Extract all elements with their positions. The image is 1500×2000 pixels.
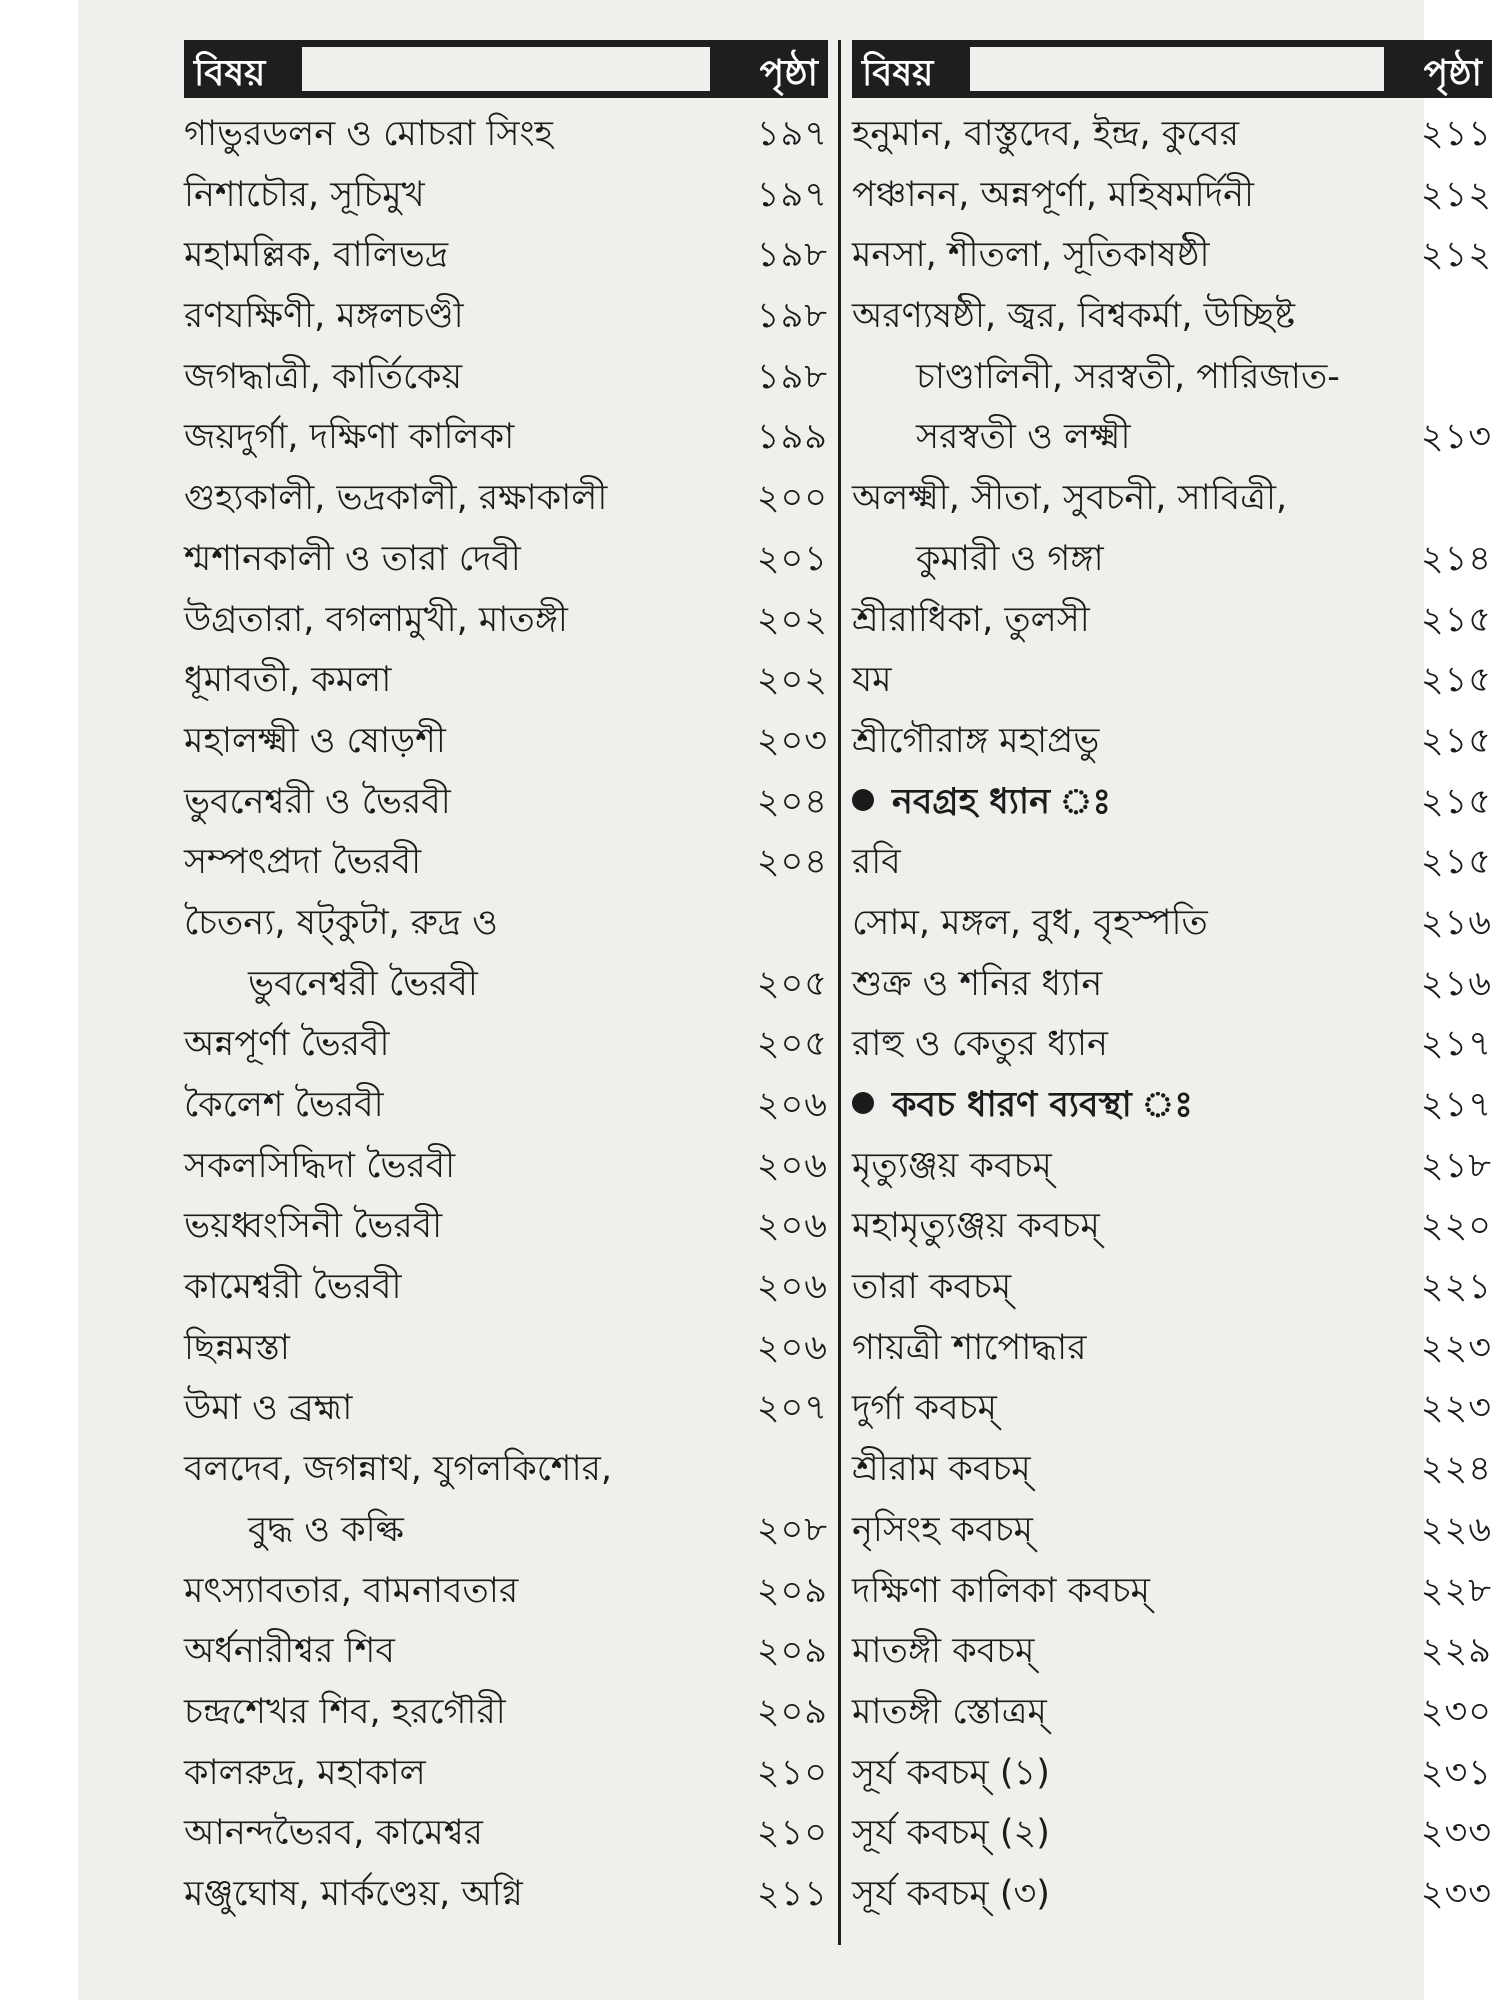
entry-title: শ্মশানকালী ও তারা দেবী — [184, 538, 521, 579]
toc-entry — [184, 1136, 828, 1197]
entry-title: ভুবনেশ্বরী ভৈরবী — [248, 963, 478, 1004]
entry-page-number: ২০৫ — [756, 963, 828, 1004]
entry-page-number: ২০৪ — [756, 842, 828, 883]
entry-page-number: ২১৭ — [1420, 1085, 1492, 1125]
entry-title: উগ্রতারা, বগলামুখী, মাতঙ্গী — [184, 599, 568, 640]
header-blank-box — [302, 47, 710, 91]
entry-page-number: ২২১ — [1420, 1267, 1492, 1308]
entry-title: গুহ্যকালী, ভদ্রকালী, রক্ষাকালী — [184, 478, 608, 519]
entry-page-number: ২১০ — [756, 1813, 828, 1854]
toc-entry — [852, 1136, 1492, 1197]
entry-page-number: ১৯৯ — [756, 417, 828, 458]
entry-title: মহালক্ষ্মী ও ষোড়শী — [184, 720, 446, 761]
toc-entry — [184, 1743, 828, 1804]
entry-page-number: ২১৪ — [1420, 538, 1492, 579]
toc-entry — [852, 832, 1492, 893]
entry-page-number: ২০০ — [756, 478, 828, 519]
entry-title: সকলসিদ্ধিদা ভৈরবী — [184, 1145, 456, 1186]
entry-title: সূর্য কবচম্ (৩) — [852, 1873, 1050, 1914]
entry-page-number: ২১৫ — [1420, 781, 1492, 822]
toc-section-heading — [852, 772, 1492, 833]
entry-page-number: ২১২ — [1420, 235, 1492, 276]
toc-entry — [184, 1196, 828, 1257]
toc-column-left — [184, 40, 828, 1925]
toc-entry — [852, 1014, 1492, 1075]
entry-title: সূর্য কবচম্ (১) — [852, 1752, 1050, 1793]
toc-entry — [184, 832, 828, 893]
entry-title: চৈতন্য, ষট্‌কুটা, রুদ্র ও — [184, 902, 498, 943]
entry-page-number: ২২৩ — [1420, 1388, 1492, 1429]
entry-title: শ্রীরাধিকা, তুলসী — [852, 599, 1090, 640]
toc-entry — [852, 225, 1492, 286]
entry-page-number: ২১৮ — [1420, 1145, 1492, 1186]
toc-entry — [852, 590, 1492, 651]
entry-title: দুর্গা কবচম্ — [852, 1388, 997, 1429]
entry-page-number: ২০৯ — [756, 1631, 828, 1672]
subject-header-label: বিষয় — [194, 53, 266, 94]
toc-entry — [852, 1621, 1492, 1682]
entry-title: হনুমান, বাস্তুদেব, ইন্দ্র, কুবের — [852, 114, 1240, 154]
entry-page-number: ২২৪ — [1420, 1449, 1492, 1490]
toc-entry-continuation — [184, 1500, 828, 1561]
entry-page-number: ২০৬ — [756, 1267, 828, 1308]
header-blank-box — [970, 47, 1384, 91]
entry-page-number: ২০৭ — [756, 1388, 828, 1429]
page-header-label: পৃষ্ঠা — [759, 53, 818, 94]
toc-entry — [852, 1500, 1492, 1561]
toc-entry — [184, 104, 828, 165]
entry-page-number: ২০৩ — [756, 720, 828, 761]
entry-page-number: ২১৫ — [1420, 660, 1492, 701]
entry-title: শ্রীগৌরাঙ্গ মহাপ্রভু — [852, 720, 1100, 761]
entry-page-number: ২১৩ — [1420, 417, 1492, 458]
toc-entry-continuation — [184, 954, 828, 1015]
toc-entry — [184, 1561, 828, 1622]
entry-page-number: ২১২ — [1420, 174, 1492, 215]
entry-title: শ্রীরাম কবচম্ — [852, 1449, 1031, 1490]
toc-entry — [852, 1682, 1492, 1743]
entry-page-number: ২২৮ — [1420, 1570, 1492, 1611]
entry-title: মাতঙ্গী কবচম্ — [852, 1631, 1035, 1672]
entry-page-number: ২১৫ — [1420, 842, 1492, 883]
entry-title: মঞ্জুঘোষ, মার্কণ্ডেয়, অগ্নি — [184, 1873, 523, 1914]
entry-title: রবি — [852, 842, 901, 883]
entry-title: নৃসিংহ কবচম্ — [852, 1509, 1033, 1550]
toc-entry — [852, 165, 1492, 226]
entry-page-number: ২০৬ — [756, 1327, 828, 1368]
entry-title: ছিন্নমস্তা — [184, 1327, 290, 1368]
entry-page-number: ২০৬ — [756, 1085, 828, 1125]
toc-entry — [852, 1561, 1492, 1622]
entry-page-number: ২০৫ — [756, 1024, 828, 1065]
toc-entry — [184, 711, 828, 772]
toc-entry — [184, 347, 828, 408]
entry-title: অর্ধনারীশ্বর শিব — [184, 1631, 395, 1672]
entry-title: অলক্ষ্মী, সীতা, সুবচনী, সাবিত্রী, — [852, 478, 1288, 519]
entry-page-number: ২১৬ — [1420, 963, 1492, 1004]
entry-title: মৎস্যাবতার, বামনাবতার — [184, 1570, 519, 1611]
entry-page-number: ১৯৮ — [756, 296, 828, 337]
page-header-label: পৃষ্ঠা — [1423, 53, 1482, 94]
toc-entry — [852, 286, 1492, 347]
entry-page-number: ২০৬ — [756, 1145, 828, 1186]
entry-page-number: ২০৮ — [756, 1509, 828, 1550]
toc-entry — [184, 590, 828, 651]
toc-entry — [184, 772, 828, 833]
toc-entry — [184, 286, 828, 347]
toc-entry-continuation — [852, 347, 1492, 408]
section-title: কবচ ধারণ ব্যবস্থা ঃ — [892, 1085, 1193, 1125]
entry-page-number: ২১০ — [756, 1752, 828, 1793]
entry-page-number: ২৩১ — [1420, 1752, 1492, 1793]
toc-entry — [184, 165, 828, 226]
entry-title: রাহু ও কেতুর ধ্যান — [852, 1024, 1108, 1065]
entry-title: মাতঙ্গী স্তোত্রম্ — [852, 1691, 1047, 1732]
entry-title: গায়ত্রী শাপোদ্ধার — [852, 1327, 1087, 1368]
entry-title: নিশাচৌর, সূচিমুখ — [184, 174, 425, 215]
entry-title: চাণ্ডালিনী, সরস্বতী, পারিজাত- — [916, 356, 1340, 397]
toc-entry — [184, 1803, 828, 1864]
entry-page-number: ২২৬ — [1420, 1509, 1492, 1550]
toc-list-right — [852, 104, 1492, 1925]
entry-title: কামেশ্বরী ভৈরবী — [184, 1267, 402, 1308]
entry-title: বলদেব, জগন্নাথ, যুগলকিশোর, — [184, 1449, 613, 1490]
entry-title: অন্নপূর্ণা ভৈরবী — [184, 1024, 390, 1065]
entry-page-number: ২৩৩ — [1420, 1873, 1492, 1914]
entry-page-number: ২১১ — [756, 1873, 828, 1914]
toc-entry — [184, 1318, 828, 1379]
entry-title: দক্ষিণা কালিকা কবচম্ — [852, 1570, 1150, 1611]
entry-title: মহামল্লিক, বালিভদ্র — [184, 235, 449, 276]
entry-page-number: ২২৯ — [1420, 1631, 1492, 1672]
entry-page-number: ২১৫ — [1420, 720, 1492, 761]
toc-entry — [852, 1864, 1492, 1925]
entry-page-number: ২০৪ — [756, 781, 828, 822]
entry-title: সম্পৎপ্রদা ভৈরবী — [184, 842, 422, 883]
toc-entry — [852, 893, 1492, 954]
toc-entry — [852, 1257, 1492, 1318]
bullet-icon — [852, 789, 874, 811]
toc-entry — [852, 468, 1492, 529]
entry-title: রণযক্ষিণী, মঙ্গলচণ্ডী — [184, 296, 464, 337]
book-page — [78, 0, 1492, 2000]
entry-page-number: ২১১ — [1420, 114, 1492, 154]
entry-page-number: ২০২ — [756, 599, 828, 640]
entry-page-number: ১৯৮ — [756, 356, 828, 397]
toc-list-left — [184, 104, 828, 1925]
entry-title: জগদ্ধাত্রী, কার্তিকেয় — [184, 356, 463, 397]
entry-title: গাভুরডলন ও মোচরা সিংহ — [184, 114, 553, 154]
entry-title: সূর্য কবচম্ (২) — [852, 1813, 1050, 1854]
toc-entry — [852, 1196, 1492, 1257]
toc-entry — [852, 1803, 1492, 1864]
entry-page-number: ২০৯ — [756, 1691, 828, 1732]
entry-title: যম — [852, 660, 892, 701]
toc-entry — [184, 1378, 828, 1439]
entry-page-number: ২০১ — [756, 538, 828, 579]
entry-page-number: ২০৬ — [756, 1206, 828, 1247]
entry-page-number: ২৩০ — [1420, 1691, 1492, 1732]
toc-entry — [184, 468, 828, 529]
entry-title: ভয়ধ্বংসিনী ভৈরবী — [184, 1206, 443, 1247]
column-header-right — [852, 40, 1492, 98]
entry-title: পঞ্চানন, অন্নপূর্ণা, মহিষমর্দিনী — [852, 174, 1255, 215]
entry-title: কুমারী ও গঙ্গা — [916, 538, 1104, 579]
entry-page-number: ২২০ — [1420, 1206, 1492, 1247]
entry-page-number: ১৯৭ — [756, 174, 828, 215]
toc-entry — [184, 1682, 828, 1743]
toc-entry — [184, 650, 828, 711]
column-divider — [838, 40, 841, 1945]
section-title: নবগ্রহ ধ্যান ঃ — [892, 781, 1112, 822]
entry-title: বুদ্ধ ও কল্কি — [248, 1509, 404, 1550]
entry-page-number: ২১৬ — [1420, 902, 1492, 943]
toc-entry — [184, 1014, 828, 1075]
toc-entry — [852, 954, 1492, 1015]
entry-title: কালরুদ্র, মহাকাল — [184, 1752, 426, 1793]
toc-entry — [184, 1864, 828, 1925]
entry-page-number: ১৯৭ — [756, 114, 828, 154]
entry-page-number: ২৩৩ — [1420, 1813, 1492, 1854]
toc-entry — [184, 529, 828, 590]
toc-entry-continuation — [852, 529, 1492, 590]
entry-title: শুক্র ও শনির ধ্যান — [852, 963, 1103, 1004]
toc-entry — [852, 1439, 1492, 1500]
entry-title: মনসা, শীতলা, সূতিকাষষ্ঠী — [852, 235, 1210, 276]
entry-page-number: ২০৯ — [756, 1570, 828, 1611]
toc-entry-continuation — [852, 407, 1492, 468]
toc-column-right — [852, 40, 1492, 1925]
toc-entry — [852, 1743, 1492, 1804]
toc-entry — [852, 104, 1492, 165]
toc-entry — [184, 1439, 828, 1500]
entry-title: ধূমাবতী, কমলা — [184, 660, 392, 701]
entry-page-number: ২১৫ — [1420, 599, 1492, 640]
entry-title: ভুবনেশ্বরী ও ভৈরবী — [184, 781, 451, 822]
toc-entry — [184, 893, 828, 954]
toc-entry — [184, 1257, 828, 1318]
toc-entry — [852, 711, 1492, 772]
toc-entry — [184, 225, 828, 286]
entry-title: জয়দুর্গা, দক্ষিণা কালিকা — [184, 417, 515, 458]
entry-page-number: ২১৭ — [1420, 1024, 1492, 1065]
toc-section-heading — [852, 1075, 1492, 1136]
entry-title: আনন্দভৈরব, কামেশ্বর — [184, 1813, 483, 1854]
toc-entry — [852, 1378, 1492, 1439]
entry-page-number: ২২৩ — [1420, 1327, 1492, 1368]
toc-entry — [852, 1318, 1492, 1379]
toc-entry — [184, 1075, 828, 1136]
entry-title: উমা ও ব্রহ্মা — [184, 1388, 353, 1429]
toc-entry — [184, 407, 828, 468]
entry-title: সরস্বতী ও লক্ষ্মী — [916, 417, 1131, 458]
entry-title: সোম, মঙ্গল, বুধ, বৃহস্পতি — [852, 902, 1208, 943]
entry-title: তারা কবচম্ — [852, 1267, 1012, 1308]
entry-title: অরণ্যষষ্ঠী, জ্বর, বিশ্বকর্মা, উচ্ছিষ্ট — [852, 296, 1295, 337]
entry-title: কৈলেশ ভৈরবী — [184, 1085, 384, 1125]
bullet-icon — [852, 1092, 874, 1114]
toc-entry — [852, 650, 1492, 711]
entry-page-number: ২০২ — [756, 660, 828, 701]
entry-page-number: ১৯৮ — [756, 235, 828, 276]
subject-header-label: বিষয় — [862, 53, 934, 94]
entry-title: চন্দ্রশেখর শিব, হরগৌরী — [184, 1691, 506, 1732]
entry-title: মহামৃত্যুঞ্জয় কবচম্ — [852, 1206, 1100, 1247]
column-header-left — [184, 40, 828, 98]
toc-entry — [184, 1621, 828, 1682]
entry-title: মৃত্যুঞ্জয় কবচম্ — [852, 1145, 1052, 1186]
